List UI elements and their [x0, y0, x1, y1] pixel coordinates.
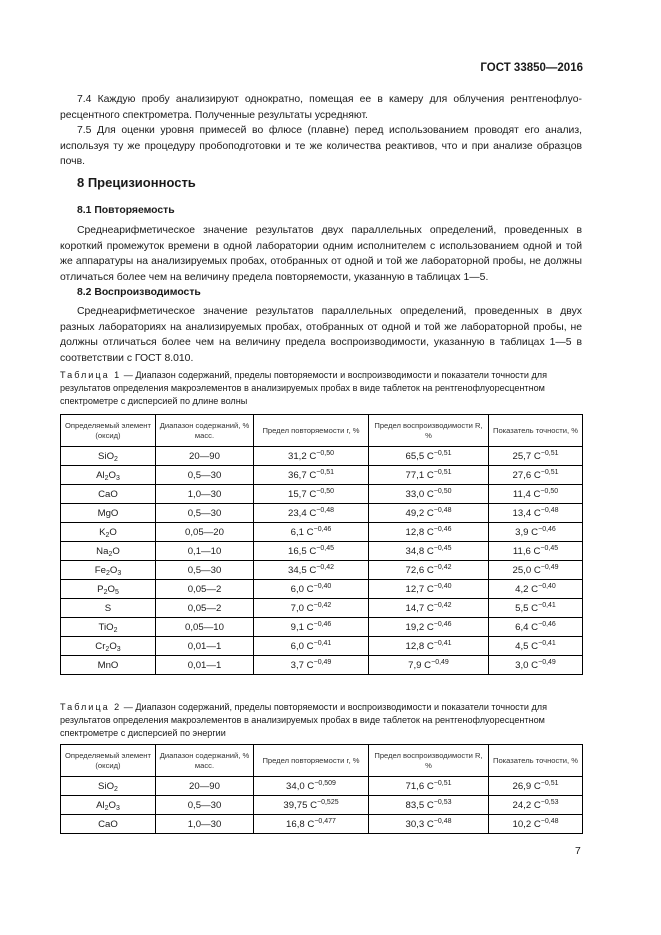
repeatability-exponent: −0,50 — [316, 449, 334, 457]
reproducibility-value: 7,9 C — [408, 659, 432, 671]
table2-header-row — [61, 745, 583, 777]
element-symbol-tail: O — [107, 583, 115, 595]
element-cell — [61, 523, 156, 542]
table2-body — [61, 777, 583, 834]
reproducibility-cell — [369, 815, 489, 834]
repeatability-exponent: −0,41 — [313, 639, 332, 647]
repeatability-cell — [254, 466, 369, 485]
table-row — [61, 504, 583, 523]
element-symbol: Na — [96, 545, 109, 557]
element-cell — [61, 618, 156, 637]
reproducibility-cell — [369, 542, 489, 561]
table1-caption — [60, 369, 582, 408]
element-symbol: K — [99, 526, 106, 538]
repeatability-cell — [254, 796, 369, 815]
repeatability-exponent: −0,49 — [313, 658, 332, 666]
repeatability-value: 7,0 C — [290, 602, 314, 614]
table2-header: Определяемый элемент (оксид) — [61, 745, 156, 777]
repeatability-value: 6,1 C — [290, 526, 314, 538]
element-symbol-tail: O — [108, 469, 116, 481]
repeatability-exponent: −0,48 — [316, 506, 334, 514]
element-symbol-tail: O — [109, 640, 117, 652]
element-symbol: Al — [96, 799, 105, 811]
repeatability-exponent: −0,509 — [314, 779, 336, 787]
reproducibility-exponent: −0,41 — [433, 639, 452, 647]
range-cell: 20—90 — [156, 447, 254, 466]
repeatability-value: 9,1 C — [290, 621, 314, 633]
table2-caption — [60, 701, 582, 740]
reproducibility-exponent: −0,42 — [433, 601, 452, 609]
accuracy-cell — [489, 561, 583, 580]
table-row — [61, 561, 583, 580]
element-subscript: 5 — [114, 588, 119, 596]
range-cell: 1,0—30 — [156, 485, 254, 504]
range-cell: 0,5—30 — [156, 504, 254, 523]
range-cell: 0,05—20 — [156, 523, 254, 542]
reproducibility-value: 14,7 C — [405, 602, 434, 614]
repeatability-value: 15,7 C — [288, 488, 317, 500]
repeatability-value: 36,7 C — [288, 469, 317, 481]
reproducibility-exponent: −0,46 — [433, 525, 452, 533]
repeatability-exponent: −0,42 — [313, 601, 332, 609]
table1-body — [61, 447, 583, 675]
accuracy-cell — [489, 796, 583, 815]
table-1 — [60, 414, 583, 675]
repeatability-cell — [254, 599, 369, 618]
reproducibility-value: 77,1 C — [405, 469, 434, 481]
table2-header: Показатель точности, % — [489, 745, 583, 777]
range-cell: 0,01—1 — [156, 656, 254, 675]
document-header: ГОСТ 33850—2016 — [480, 62, 583, 74]
repeatability-value: 6,0 C — [290, 583, 314, 595]
accuracy-cell — [489, 542, 583, 561]
paragraph-7-4: 7.4 Каждую пробу анализируют однократно, помещая ее в камеру для облучения рентгенофлуо-ресцентного спектрометра. Полученные результаты усредняют. — [60, 94, 582, 121]
accuracy-value: 4,5 C — [515, 640, 539, 652]
reproducibility-cell — [369, 561, 489, 580]
element-symbol: SiO — [98, 780, 115, 792]
table1-header: Предел воспроизводимости R, % — [369, 415, 489, 447]
repeatability-value: 6,0 C — [290, 640, 314, 652]
repeatability-exponent: −0,40 — [313, 582, 332, 590]
accuracy-value: 4,2 C — [515, 583, 539, 595]
paragraph-7-5: 7.5 Для оценки уровня примесей во флюсе (плавне) перед использованием проводят его анализ, используя ту же процедуру пробоподготовки и те же количества реактивов, что и при анализе образцов почв. — [60, 125, 582, 167]
range-cell: 0,05—2 — [156, 599, 254, 618]
reproducibility-exponent: −0,53 — [433, 798, 452, 806]
accuracy-cell — [489, 580, 583, 599]
repeatability-cell — [254, 447, 369, 466]
intro-paragraphs — [60, 92, 582, 170]
accuracy-value: 26,9 C — [512, 780, 541, 792]
repeatability-cell — [254, 815, 369, 834]
table-row — [61, 637, 583, 656]
repeatability-cell — [254, 504, 369, 523]
element-symbol-tail: O — [108, 799, 116, 811]
table2-label: Таблица 2 — [60, 702, 122, 712]
repeatability-value: 16,8 C — [286, 818, 315, 830]
repeatability-exponent: −0,42 — [316, 563, 334, 571]
reproducibility-cell — [369, 485, 489, 504]
accuracy-value: 27,6 C — [512, 469, 541, 481]
table-row — [61, 466, 583, 485]
table-row — [61, 599, 583, 618]
repeatability-cell — [254, 777, 369, 796]
repeatability-cell — [254, 618, 369, 637]
reproducibility-value: 49,2 C — [405, 507, 434, 519]
reproducibility-value: 33,0 C — [405, 488, 434, 500]
table2-header: Предел воспроизводимости R, % — [369, 745, 489, 777]
reproducibility-value: 12,8 C — [405, 640, 434, 652]
range-cell: 0,05—10 — [156, 618, 254, 637]
repeatability-value: 34,0 C — [286, 780, 315, 792]
accuracy-value: 13,4 C — [512, 507, 541, 519]
element-cell — [61, 542, 156, 561]
repeatability-value: 34,5 C — [288, 564, 317, 576]
accuracy-exponent: −0,45 — [540, 544, 559, 552]
accuracy-cell — [489, 637, 583, 656]
reproducibility-exponent: −0,48 — [433, 817, 452, 825]
element-symbol: CaO — [98, 818, 118, 830]
reproducibility-value: 12,8 C — [405, 526, 434, 538]
subsection-8-2-title: 8.2 Воспроизводимость — [77, 287, 201, 298]
table1-header: Предел повторяемости r, % — [254, 415, 369, 447]
accuracy-cell — [489, 523, 583, 542]
accuracy-exponent: −0,53 — [540, 798, 559, 806]
element-subscript: 2 — [105, 569, 110, 577]
repeatability-exponent: −0,51 — [316, 468, 334, 476]
reproducibility-exponent: −0,45 — [433, 544, 452, 552]
reproducibility-cell — [369, 504, 489, 523]
reproducibility-exponent: −0,40 — [433, 582, 452, 590]
reproducibility-cell — [369, 777, 489, 796]
reproducibility-cell — [369, 447, 489, 466]
reproducibility-exponent: −0,50 — [433, 487, 452, 495]
repeatability-exponent: −0,46 — [313, 525, 332, 533]
reproducibility-cell — [369, 796, 489, 815]
table-row — [61, 815, 583, 834]
repeatability-cell — [254, 561, 369, 580]
repeatability-exponent: −0,46 — [313, 620, 332, 628]
subsection-8-1-title: 8.1 Повторяемость — [77, 205, 175, 216]
repeatability-value: 23,4 C — [288, 507, 317, 519]
element-symbol-tail: O — [109, 526, 117, 538]
table1-header: Показатель точности, % — [489, 415, 583, 447]
accuracy-cell — [489, 618, 583, 637]
range-cell: 0,5—30 — [156, 466, 254, 485]
repeatability-cell — [254, 542, 369, 561]
accuracy-cell — [489, 656, 583, 675]
element-subscript: 2 — [108, 550, 113, 558]
accuracy-exponent: −0,49 — [538, 658, 556, 666]
table-row — [61, 447, 583, 466]
element-subscript: 2 — [113, 626, 118, 634]
table1-header: Определяемый элемент (оксид) — [61, 415, 156, 447]
reproducibility-value: 71,6 C — [405, 780, 434, 792]
range-cell: 20—90 — [156, 777, 254, 796]
element-subscript: 2 — [105, 645, 110, 653]
accuracy-cell — [489, 447, 583, 466]
reproducibility-cell — [369, 637, 489, 656]
element-symbol: CaO — [98, 488, 118, 500]
range-cell: 0,05—2 — [156, 580, 254, 599]
accuracy-exponent: −0,41 — [538, 639, 556, 647]
accuracy-exponent: −0,40 — [538, 582, 556, 590]
accuracy-exponent: −0,48 — [540, 506, 559, 514]
accuracy-cell — [489, 485, 583, 504]
reproducibility-value: 65,5 C — [405, 450, 434, 462]
reproducibility-cell — [369, 599, 489, 618]
accuracy-value: 25,7 C — [512, 450, 541, 462]
reproducibility-exponent: −0,48 — [433, 506, 452, 514]
reproducibility-value: 83,5 C — [405, 799, 434, 811]
accuracy-value: 25,0 C — [512, 564, 541, 576]
accuracy-value: 5,5 C — [515, 602, 539, 614]
accuracy-exponent: −0,50 — [540, 487, 559, 495]
element-cell — [61, 447, 156, 466]
reproducibility-exponent: −0,42 — [433, 563, 452, 571]
table1-label: Таблица 1 — [60, 370, 122, 380]
table2-header: Предел повторяемости r, % — [254, 745, 369, 777]
accuracy-value: 10,2 C — [512, 818, 541, 830]
reproducibility-exponent: −0,51 — [433, 468, 452, 476]
accuracy-value: 11,6 C — [512, 545, 541, 557]
element-symbol: SiO — [98, 450, 115, 462]
repeatability-exponent: −0,45 — [316, 544, 334, 552]
range-cell: 1,0—30 — [156, 815, 254, 834]
element-cell — [61, 504, 156, 523]
element-subscript: 3 — [117, 569, 122, 577]
repeatability-value: 31,2 C — [288, 450, 317, 462]
accuracy-exponent: −0,46 — [538, 620, 556, 628]
accuracy-cell — [489, 599, 583, 618]
element-cell — [61, 777, 156, 796]
reproducibility-value: 12,7 C — [405, 583, 434, 595]
element-symbol: MnO — [97, 659, 119, 671]
accuracy-exponent: −0,48 — [540, 817, 559, 825]
accuracy-value: 6,4 C — [515, 621, 539, 633]
subsection-8-2-text — [60, 304, 582, 366]
element-cell — [61, 637, 156, 656]
table2-header: Диапазон содержаний, % масс. — [156, 745, 254, 777]
repeatability-cell — [254, 656, 369, 675]
subsection-8-1-text — [60, 223, 582, 285]
repeatability-exponent: −0,525 — [317, 798, 339, 806]
element-cell — [61, 796, 156, 815]
table-row — [61, 796, 583, 815]
reproducibility-exponent: −0,51 — [433, 779, 452, 787]
element-symbol-tail: O — [109, 564, 118, 576]
reproducibility-cell — [369, 618, 489, 637]
element-subscript: 2 — [105, 531, 110, 539]
reproducibility-cell — [369, 466, 489, 485]
table-row — [61, 656, 583, 675]
table1-header: Диапазон содержаний, % масс. — [156, 415, 254, 447]
element-symbol: Fe — [94, 564, 106, 576]
accuracy-cell — [489, 815, 583, 834]
reproducibility-paragraph: Среднеарифметическое значение результатов параллельных определений, проведенных в двух разных лабораториях на анализируемых пробах, отобранных от одной и той же лабораторной пробы, не должны отличаться более чем на величину предела воспроизводимости, указанную в таблицах 1—5 в соответствии с ГОСТ 8.010. — [60, 306, 582, 364]
element-subscript: 2 — [103, 588, 108, 596]
repeatability-cell — [254, 580, 369, 599]
element-subscript: 2 — [104, 804, 109, 812]
range-cell: 0,5—30 — [156, 796, 254, 815]
accuracy-value: 3,0 C — [515, 659, 539, 671]
repeatability-value: 3,7 C — [290, 659, 314, 671]
repeatability-paragraph: Среднеарифметическое значение результатов двух параллельных определений, проведенных в короткий промежуток времени в одной лаборатории одним исполнителем с использованием одной и той же аппаратуры на анализируемых пробах, отобранных от одной и той же лабораторной пробы, не должны отличаться более чем на величину предела повторяемости, указанную в таблицах 1—5. — [60, 225, 582, 283]
table-row — [61, 777, 583, 796]
accuracy-exponent: −0,51 — [540, 468, 559, 476]
reproducibility-exponent: −0,51 — [433, 449, 452, 457]
accuracy-value: 3,9 C — [515, 526, 539, 538]
element-cell — [61, 561, 156, 580]
reproducibility-cell — [369, 580, 489, 599]
accuracy-cell — [489, 504, 583, 523]
table-row — [61, 618, 583, 637]
table-2 — [60, 744, 583, 834]
accuracy-exponent: −0,51 — [540, 449, 559, 457]
table2-caption-text: — Диапазон содержаний, пределы повторяемости и воспроизводимости и показатели точности для результатов определения макроэлементов в анализируемых пробах в виде таблеток на рентгенофлуоресцентном спектрометре с дисперсией по энергии — [60, 702, 548, 738]
element-subscript: 2 — [114, 785, 118, 793]
range-cell: 0,5—30 — [156, 561, 254, 580]
reproducibility-value: 19,2 C — [405, 621, 434, 633]
element-subscript: 3 — [116, 804, 120, 812]
element-subscript: 3 — [116, 474, 120, 482]
accuracy-cell — [489, 466, 583, 485]
accuracy-exponent: −0,51 — [540, 779, 559, 787]
accuracy-exponent: −0,41 — [538, 601, 556, 609]
repeatability-exponent: −0,477 — [314, 817, 336, 825]
accuracy-exponent: −0,49 — [540, 563, 559, 571]
repeatability-cell — [254, 485, 369, 504]
reproducibility-exponent: −0,49 — [431, 658, 449, 666]
element-cell — [61, 485, 156, 504]
page-number: 7 — [575, 846, 581, 857]
repeatability-cell — [254, 637, 369, 656]
table-row — [61, 523, 583, 542]
element-cell — [61, 815, 156, 834]
repeatability-exponent: −0,50 — [316, 487, 334, 495]
accuracy-value: 11,4 C — [512, 488, 541, 500]
table-row — [61, 580, 583, 599]
section-title: 8 Прецизионность — [77, 175, 196, 190]
accuracy-exponent: −0,46 — [538, 525, 556, 533]
element-subscript: 3 — [116, 645, 121, 653]
reproducibility-value: 72,6 C — [405, 564, 434, 576]
element-symbol: MgO — [97, 507, 119, 519]
element-cell — [61, 599, 156, 618]
repeatability-value: 16,5 C — [288, 545, 317, 557]
reproducibility-exponent: −0,46 — [433, 620, 452, 628]
element-cell — [61, 466, 156, 485]
element-symbol: TiO — [98, 621, 114, 633]
element-subscript: 2 — [104, 474, 109, 482]
accuracy-value: 24,2 C — [512, 799, 541, 811]
element-cell — [61, 656, 156, 675]
table-row — [61, 542, 583, 561]
range-cell: 0,01—1 — [156, 637, 254, 656]
reproducibility-value: 34,8 C — [405, 545, 434, 557]
element-cell — [61, 580, 156, 599]
element-symbol: S — [104, 602, 112, 614]
element-symbol: Cr — [95, 640, 106, 652]
range-cell: 0,1—10 — [156, 542, 254, 561]
element-symbol: P — [97, 583, 104, 595]
accuracy-cell — [489, 777, 583, 796]
reproducibility-cell — [369, 656, 489, 675]
element-symbol: Al — [96, 469, 105, 481]
table1-caption-text: — Диапазон содержаний, пределы повторяемости и воспроизводимости и показатели точности для результатов определения макроэлементов в анализируемых пробах в виде таблеток на рентгенофлуоресцентном спектрометре с дисперсией по длине волны — [60, 370, 548, 406]
table-row — [61, 485, 583, 504]
element-symbol-tail: O — [112, 545, 120, 557]
repeatability-cell — [254, 523, 369, 542]
table1-header-row — [61, 415, 583, 447]
reproducibility-value: 30,3 C — [405, 818, 434, 830]
reproducibility-cell — [369, 523, 489, 542]
repeatability-value: 39,75 C — [283, 799, 317, 811]
element-subscript: 2 — [114, 455, 118, 463]
